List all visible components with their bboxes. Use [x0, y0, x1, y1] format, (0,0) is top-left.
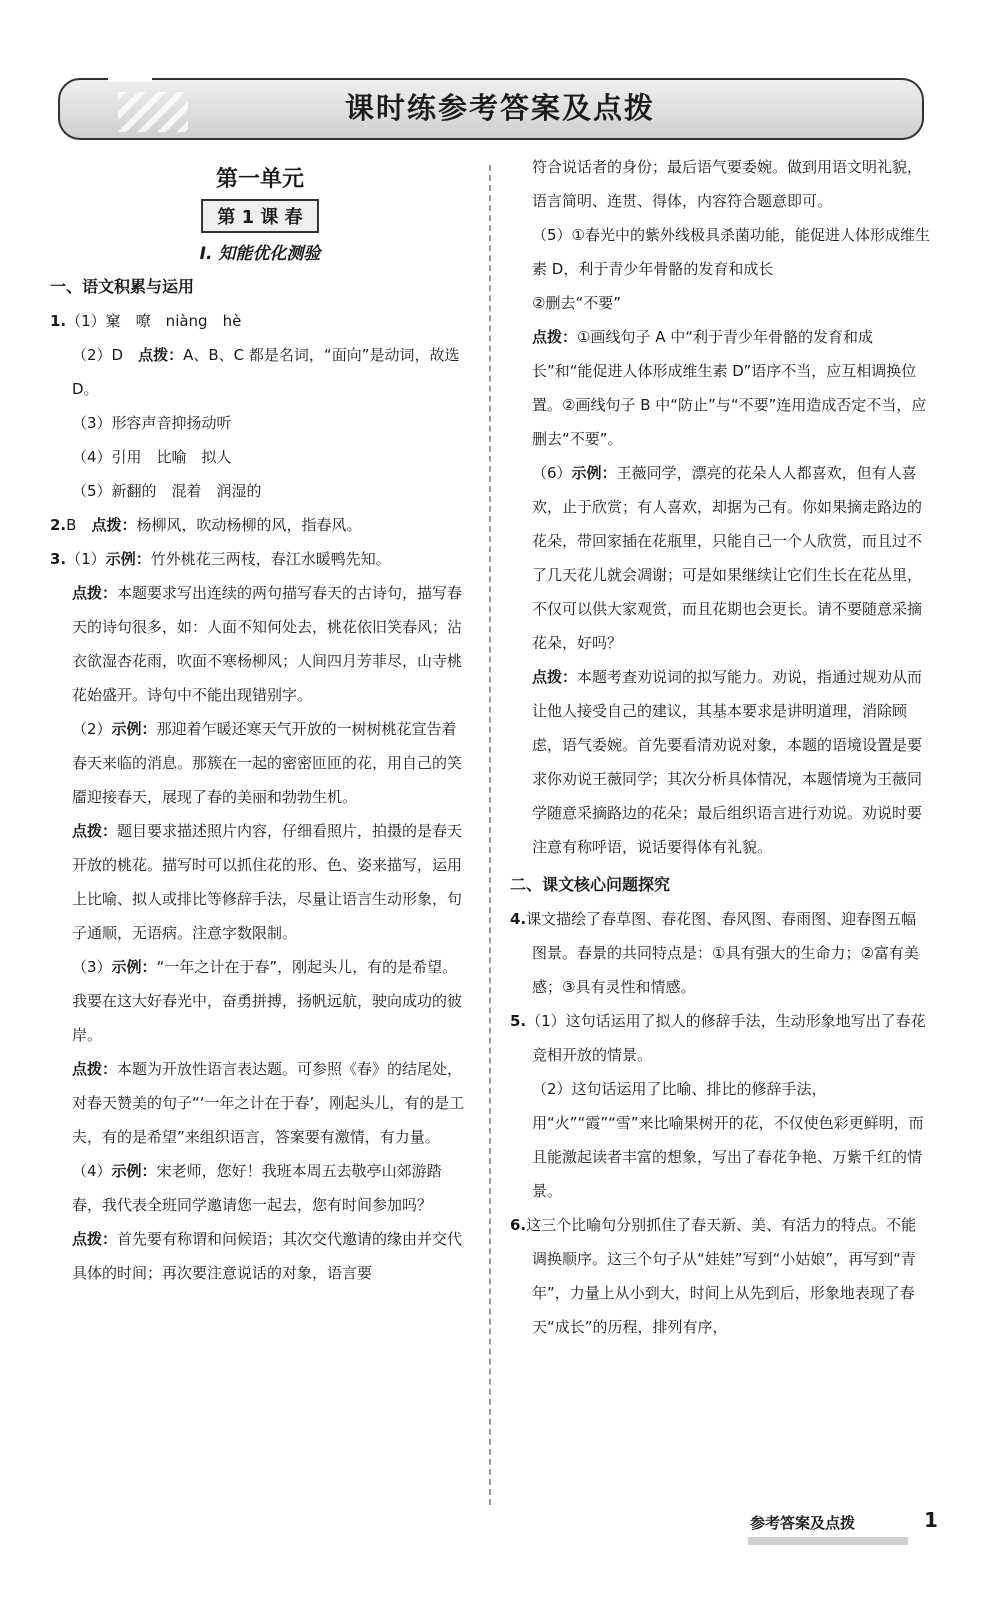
question-number: 2. [50, 516, 67, 534]
hint-label: 点拨： [138, 346, 184, 364]
answer-text: B [66, 516, 92, 534]
answer-text: 课文描绘了春草图、春花图、春风图、春雨图、迎春图五幅图景。春景的共同特点是：①具有强大的生命力；②富有美感；③具有灵性和情感。 [526, 910, 919, 996]
example-label: 示例： [111, 720, 157, 738]
lesson-title: 第 1 课 春 [201, 199, 318, 233]
question-number: 3. [50, 550, 67, 568]
question-3 [50, 542, 470, 576]
answer-text: 这三个比喻句分别抓住了春天新、美、有活力的特点。不能调换顺序。这三个句子从“娃娃”写到“小姑娘”，再写到“青年”，力量上从小到大，时间上从先到后，形象地表现了春天“成长”的历程，排列有序， [526, 1216, 917, 1336]
unit-title: 第一单元 [215, 167, 304, 192]
q1-answer-1: （1）窠 嘹 niàng hè [66, 312, 242, 330]
heading-core-questions: 二、课文核心问题探究 [510, 875, 671, 894]
section-title: Ⅰ. 知能优化测验 [199, 244, 321, 264]
example-text: “一年之计在于春”，刚起头儿，有的是希望。我要在这大好春光中，奋勇拼搏，扬帆远航，驶向成功的彼岸。 [72, 958, 463, 1044]
question-1 [50, 304, 470, 338]
q3-note-2 [50, 814, 470, 950]
footer-bar [748, 1537, 908, 1545]
example-text: 那迎着乍暖还寒天气开放的一树树桃花宣告着春天来临的消息。那簇在一起的密密匝匝的花，用自己的笑靥迎接春天，展现了春的美丽和勃勃生机。 [72, 720, 463, 806]
q3-answer-5a: （5）①春光中的紫外线极具杀菌功能，能促进人体形成维生素 D，利于青少年骨骼的发育和成长 [532, 226, 930, 278]
q3-answer-5b: ②删去“不要” [532, 294, 621, 312]
page-title: 课时练参考答案及点拨 [344, 91, 655, 125]
q1-answer-2 [50, 338, 470, 406]
hint-text: 首先要有称谓和问候语；其次交代邀请的缘由并交代具体的时间；再次要注意说话的对象，语言要 [72, 1230, 463, 1282]
example-text: 宋老师，您好！我班本周五去敬亭山郊游踏春，我代表全班同学邀请您一起去，您有时间参加吗？ [72, 1162, 442, 1214]
hint-text: 题目要求描述照片内容，仔细看照片，拍摄的是春天开放的桃花。描写时可以抓住花的形、色、姿来描写，运用上比喻、拟人或排比等修辞手法，尽量让语言生动形象，句子通顺，无语病。注意字数限制。 [72, 822, 463, 942]
example-text: 王薇同学，漂亮的花朵人人都喜欢，但有人喜欢，止于欣赏；有人喜欢，却据为己有。你如果摘走路边的花朵，带回家插在花瓶里，只能自己一个人欣赏，而且过不了几天花儿就会凋谢；可是如果继续让它们生长在花丛里，不仅可以供大家观赏，而且花期也会更长。请不要随意采摘花朵，好吗？ [532, 464, 923, 652]
question-5 [510, 1004, 930, 1072]
column-divider [489, 165, 491, 1505]
answer-label: （3） [72, 958, 112, 976]
example-label: 示例： [111, 958, 157, 976]
continued-note: 符合说话者的身份；最后语气要委婉。做到用语文明礼貌，语言简明、连贯、得体，内容符合题意即可。 [532, 158, 923, 210]
hint-label: 点拨： [72, 1060, 118, 1078]
question-2 [50, 508, 470, 542]
answer-label: （4） [72, 1162, 112, 1180]
hint-label: 点拨： [532, 328, 578, 346]
left-column [50, 150, 470, 1290]
q3-note-5 [510, 320, 930, 456]
q3-answer-3 [50, 950, 470, 1052]
answer-text: （1）这句话运用了拟人的修辞手法，生动形象地写出了春花竞相开放的情景。 [526, 1012, 926, 1064]
hint-label: 点拨： [91, 516, 137, 534]
hint-text: ①画线句子 A 中“利于青少年骨骼的发育和成长”和“能促进人体形成维生素 D”语序不当，应互相调换位置。②画线句子 B 中“防止”与“不要”连用造成否定不当，应删去“不要”。 [532, 328, 927, 448]
example-label: 示例： [571, 464, 617, 482]
question-number: 5. [510, 1012, 527, 1030]
q1-answer-4: （4）引用 比喻 拟人 [72, 448, 232, 466]
banner-tab-decoration [108, 68, 152, 82]
right-column [510, 150, 930, 1344]
question-6 [510, 1208, 930, 1344]
hint-label: 点拨： [72, 822, 118, 840]
lesson-title-wrap [50, 199, 470, 233]
q1-answer-3: （3）形容声音抑扬动听 [72, 414, 232, 432]
question-4 [510, 902, 930, 1004]
heading-language-usage: 一、语文积累与运用 [50, 277, 195, 296]
q3-note-1 [50, 576, 470, 712]
hint-label: 点拨： [72, 1230, 118, 1248]
hint-text: 杨柳风，吹动杨柳的风，指春风。 [136, 516, 362, 534]
q3-answer-2 [50, 712, 470, 814]
hint-text: A、B、C 都是名词，“面向”是动词，故选 D。 [72, 346, 460, 398]
hint-label: 点拨： [72, 584, 118, 602]
question-number: 1. [50, 312, 67, 330]
example-text: 竹外桃花三两枝，春江水暖鸭先知。 [150, 550, 391, 568]
q3-answer-4 [50, 1154, 470, 1222]
footer-label: 参考答案及点拨 [750, 1514, 856, 1532]
page-number: 1 [924, 1508, 938, 1532]
q1-answer-5: （5）新翻的 混着 润湿的 [72, 482, 262, 500]
question-number: 4. [510, 910, 527, 928]
q3-note-6 [510, 660, 930, 864]
answer-label: （1） [66, 550, 106, 568]
q3-note-4 [50, 1222, 470, 1290]
hint-text: 本题要求写出连续的两句描写春天的古诗句，描写春天的诗句很多，如：人面不知何处去，桃花依旧笑春风；沾衣欲湿杏花雨，吹面不寒杨柳风；人间四月芳菲尽，山寺桃花始盛开。诗句中不能出现错别字。 [72, 584, 463, 704]
answer-label: （6） [532, 464, 572, 482]
answer-label: （2） [72, 720, 112, 738]
answer-label: （2）D [72, 346, 139, 364]
hint-label: 点拨： [532, 668, 578, 686]
q3-answer-6 [510, 456, 930, 660]
example-label: 示例： [105, 550, 151, 568]
q3-note-3 [50, 1052, 470, 1154]
hint-text: 本题为开放性语言表达题。可参照《春》的结尾处，对春天赞美的句子“‘一年之计在于春’，刚起头儿，有的是工夫，有的是希望”来组织语言，答案要有激情，有力量。 [72, 1060, 465, 1146]
example-label: 示例： [111, 1162, 157, 1180]
question-number: 6. [510, 1216, 527, 1234]
hint-text: 本题考查劝说词的拟写能力。劝说，指通过规劝从而让他人接受自己的建议，其基本要求是讲明道理，消除顾虑，语气委婉。首先要看清劝说对象，本题的语境设置是要求你劝说王薇同学；其次分析具体情况，本题情境为王薇同学随意采摘路边的花朵；最后组织语言进行劝说。劝说时要注意有称呼语，说话要得体有礼貌。 [532, 668, 923, 856]
q5-answer-2: （2）这句话运用了比喻、排比的修辞手法，用“火”“霞”“雪”来比喻果树开的花，不仅使色彩更鲜明，而且能激起读者丰富的想象，写出了春花争艳、万紫千红的情景。 [532, 1080, 924, 1200]
